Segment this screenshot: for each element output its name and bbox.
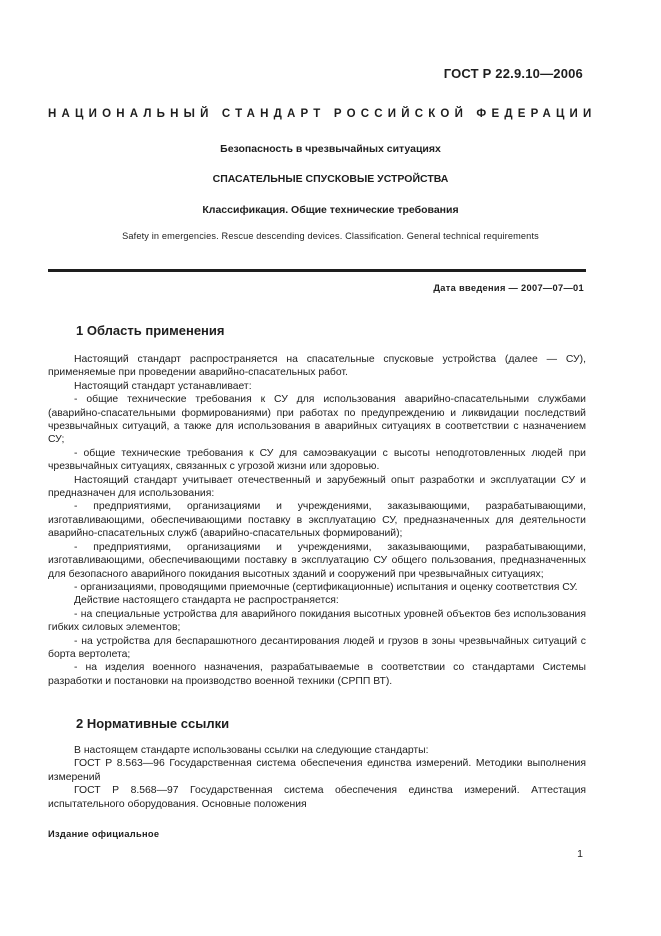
page-number: 1 [577, 848, 583, 860]
national-standard-heading: НАЦИОНАЛЬНЫЙ СТАНДАРТ РОССИЙСКОЙ ФЕДЕРАЦИИ [48, 108, 597, 120]
reference-item: ГОСТ Р 8.568—97 Государственная система обеспечения единства измерений. Аттестация испытательного оборудования. Основные положения [48, 785, 586, 810]
paragraph: Действие настоящего стандарта не распространяется: [74, 595, 339, 607]
paragraph: Настоящий стандарт распространяется на спасательные спусковые устройства (далее — СУ), применяемые при проведении аварийно-спасательных работ. [48, 354, 586, 379]
list-item: - на специальные устройства для аварийного покидания высотных уровней объектов без использования гибких силовых элементов; [48, 608, 586, 634]
edition-note: Издание официальное [48, 829, 160, 839]
document-code: ГОСТ Р 22.9.10—2006 [443, 66, 583, 81]
subject-title: Безопасность в чрезвычайных ситуациях [220, 143, 441, 155]
list-item: - организациями, проводящими приемочные (сертификационные) испытания и оценку соответствия СУ. [74, 581, 578, 593]
reference-item: ГОСТ Р 8.563—96 Государственная система обеспечения единства измерений. Методики выполнения измерений [48, 758, 586, 783]
list-item: - на изделия военного назначения, разрабатываемые в соответствии со стандартами Системы разработки и постановки на производство военной техники (СРПП ВТ). [48, 662, 586, 687]
list-item: - предприятиями, организациями и учреждениями, заказывающими, разрабатывающими, изготавливающими, обеспечивающими поставку в эксплуатацию СУ, предназначенных для деятельности аварийно-спасательных служб (аварийно-спасательных формирований); [48, 501, 586, 540]
english-title: Safety in emergencies. Rescue descending devices. Classification. General technical requirements [122, 231, 539, 241]
header-rule [48, 269, 586, 272]
list-item: - на устройства для беспарашютного десантирования людей и грузов в зоны чрезвычайных ситуаций с борта вертолета; [48, 635, 586, 660]
paragraph: Настоящий стандарт учитывает отечественный и зарубежный опыт разработки и эксплуатации СУ и предназначен для использования: [48, 474, 586, 500]
section-1-title: 1 Область применения [76, 323, 225, 338]
document-subtitle: Классификация. Общие технические требования [202, 204, 459, 216]
list-item: - общие технические требования к СУ для использования аварийно-спасательными службами (аварийно-спасательными формированиями) при работах по предупреждению и ликвидации последствий чрезвычайных ситуаций, а также для использования в аварийных ситуациях в соответствии с назначением СУ; [48, 394, 586, 446]
section-1-body [48, 353, 586, 688]
list-item: - общие технические требования к СУ для самоэвакуации с высоты неподготовленных людей при чрезвычайных ситуациях, связанных с угрозой жизни или здоровью. [48, 447, 586, 473]
list-item: - предприятиями, организациями и учреждениями, заказывающими, разрабатывающими, изготавливающими, обеспечивающими поставку в эксплуатацию СУ общего пользования, предназначенных для безопасного аварийного покидания высотных зданий и сооружений при чрезвычайных ситуациях; [48, 541, 586, 580]
paragraph: Настоящий стандарт устанавливает: [74, 380, 252, 392]
section-2-title: 2 Нормативные ссылки [76, 716, 230, 731]
document-title: СПАСАТЕЛЬНЫЕ СПУСКОВЫЕ УСТРОЙСТВА [212, 173, 449, 185]
section-2-body [48, 744, 586, 811]
introduction-date: Дата введения — 2007—07—01 [433, 283, 584, 293]
paragraph: В настоящем стандарте использованы ссылки на следующие стандарты: [74, 745, 429, 756]
